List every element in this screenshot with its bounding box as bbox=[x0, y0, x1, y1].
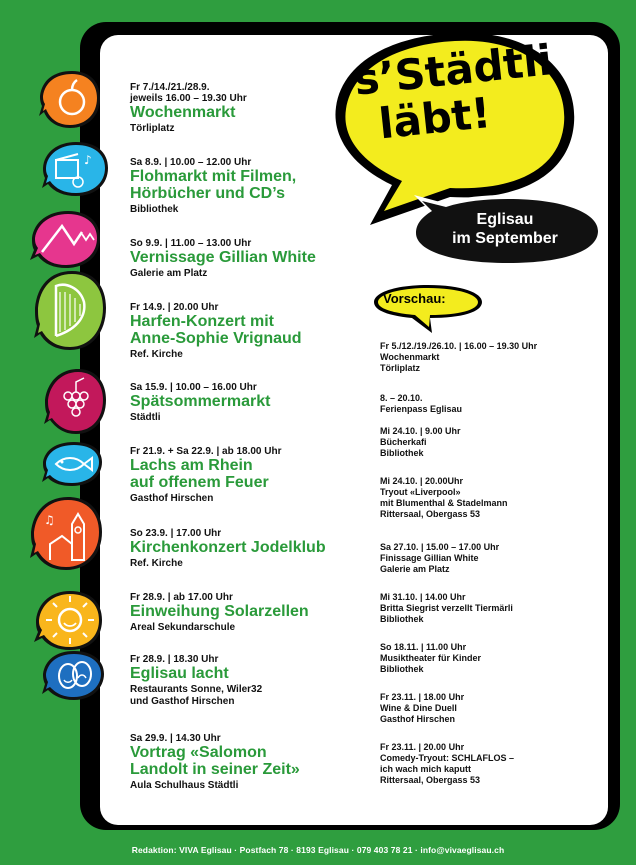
preview-title: Comedy-Tryout: SCHLAFLOS – bbox=[380, 753, 515, 763]
preview-item bbox=[380, 742, 570, 786]
preview-date: Mi 24.10. | 9.00 Uhr bbox=[380, 426, 461, 436]
preview-title: Ferienpass Eglisau bbox=[380, 404, 463, 414]
event-place: Gasthof Hirschen bbox=[130, 493, 214, 504]
preview-title: Wine & Dine Duell bbox=[380, 703, 457, 713]
event-spaetsommermarkt bbox=[130, 382, 360, 424]
event-date: Fr 28.9. | ab 17.00 Uhr bbox=[130, 592, 233, 603]
preview-date: Fr 5./12./19./26.10. | 16.00 – 19.30 Uhr bbox=[380, 341, 538, 351]
preview-date: Sa 27.10. | 15.00 – 17.00 Uhr bbox=[380, 542, 500, 552]
event-flohmarkt bbox=[130, 157, 360, 216]
preview-title: Wochenmarkt bbox=[380, 352, 440, 362]
preview-place: Bibliothek bbox=[380, 614, 424, 624]
event-place-line-2: und Gasthof Hirschen bbox=[130, 696, 235, 707]
preview-place: Bibliothek bbox=[380, 664, 424, 674]
preview-item bbox=[380, 542, 570, 575]
event-title-line-2: Landolt in seiner Zeit» bbox=[130, 761, 300, 778]
preview-title: Bücherkafi bbox=[380, 437, 427, 447]
event-date: Sa 29.9. | 14.30 Uhr bbox=[130, 733, 221, 744]
preview-item bbox=[380, 426, 570, 459]
event-place: Bibliothek bbox=[130, 204, 179, 215]
preview-place: Gasthof Hirschen bbox=[380, 714, 456, 724]
event-date: Fr 21.9. + Sa 22.9. | ab 18.00 Uhr bbox=[130, 446, 282, 457]
event-date: Sa 8.9. | 10.00 – 12.00 Uhr bbox=[130, 157, 252, 168]
event-harfen-konzert bbox=[130, 302, 360, 361]
preview-date: So 18.11. | 11.00 Uhr bbox=[380, 642, 467, 652]
event-title-line-2: auf offenem Feuer bbox=[130, 474, 269, 491]
event-title: Harfen-Konzert mit bbox=[130, 313, 275, 330]
church-music-icon bbox=[28, 494, 104, 574]
preview-date: Fr 23.11. | 20.00 Uhr bbox=[380, 742, 465, 752]
event-title: Flohmarkt mit Filmen, bbox=[130, 168, 297, 185]
subheadline bbox=[420, 210, 590, 248]
event-title: Eglisau lacht bbox=[130, 665, 229, 682]
event-kirchenkonzert bbox=[130, 528, 360, 570]
mountain-signature-icon bbox=[28, 208, 102, 272]
event-title: Vernissage Gillian White bbox=[130, 249, 316, 266]
event-place: Ref. Kirche bbox=[130, 558, 183, 569]
fish-icon bbox=[40, 440, 104, 492]
preview-place: Törliplatz bbox=[380, 363, 420, 373]
film-music-icon bbox=[40, 140, 110, 200]
preview-place: Bibliothek bbox=[380, 448, 424, 458]
theatre-masks-icon bbox=[40, 648, 106, 704]
event-place: Areal Sekundarschule bbox=[130, 622, 236, 633]
preview-date: 8. – 20.10. bbox=[380, 393, 423, 403]
headline-line-2: läbt! bbox=[376, 87, 494, 149]
event-vernissage bbox=[130, 238, 360, 280]
preview-date: Fr 23.11. | 18.00 Uhr bbox=[380, 692, 465, 702]
event-place: Restaurants Sonne, Wiler32 bbox=[130, 684, 263, 695]
preview-item bbox=[380, 642, 570, 675]
apple-icon bbox=[38, 68, 102, 132]
event-date: Fr 14.9. | 20.00 Uhr bbox=[130, 302, 219, 313]
event-title: Einweihung Solarzellen bbox=[130, 603, 309, 620]
event-title: Kirchenkonzert Jodelklub bbox=[130, 539, 326, 556]
event-title: Wochenmarkt bbox=[130, 104, 236, 121]
svg-text:♪: ♪ bbox=[84, 153, 92, 167]
event-eglisau-lacht bbox=[130, 654, 360, 708]
preview-title: Tryout «Liverpool» bbox=[380, 487, 461, 497]
event-lachs-am-rhein bbox=[130, 446, 360, 505]
preview-item bbox=[380, 692, 570, 725]
preview-title: Britta Siegrist verzellt Tiermärli bbox=[380, 603, 513, 613]
harp-icon bbox=[32, 268, 108, 354]
preview-subtitle: ich wach mich kaputt bbox=[380, 764, 472, 774]
event-place: Städtli bbox=[130, 412, 161, 423]
svg-text:♫: ♫ bbox=[44, 513, 55, 527]
preview-place: Galerie am Platz bbox=[380, 564, 450, 574]
event-place: Galerie am Platz bbox=[130, 268, 208, 279]
preview-item bbox=[380, 476, 570, 520]
event-place: Aula Schulhaus Städtli bbox=[130, 780, 239, 791]
preview-subtitle: mit Blumenthal & Stadelmann bbox=[380, 498, 508, 508]
event-place: Törliplatz bbox=[130, 123, 175, 134]
preview-title: Finissage Gillian White bbox=[380, 553, 479, 563]
event-title: Lachs am Rhein bbox=[130, 457, 253, 474]
event-date: Fr 28.9. | 18.30 Uhr bbox=[130, 654, 219, 665]
sun-icon bbox=[32, 588, 104, 654]
preview-place: Rittersaal, Obergass 53 bbox=[380, 775, 481, 785]
event-vortrag-salomon-landolt bbox=[130, 733, 360, 792]
event-date: So 23.9. | 17.00 Uhr bbox=[130, 528, 222, 539]
preview-title: Musiktheater für Kinder bbox=[380, 653, 482, 663]
event-date: So 9.9. | 11.00 – 13.00 Uhr bbox=[130, 238, 252, 249]
event-time: jeweils 16.00 – 19.30 Uhr bbox=[130, 93, 247, 104]
preview-date: Mi 31.10. | 14.00 Uhr bbox=[380, 592, 466, 602]
preview-item bbox=[380, 592, 570, 625]
event-date: Fr 7./14./21./28.9. bbox=[130, 82, 210, 93]
event-title-line-2: Anne-Sophie Vrignaud bbox=[130, 330, 302, 347]
subheadline-line-1: Eglisau bbox=[476, 211, 534, 228]
event-einweihung-solarzellen bbox=[130, 592, 360, 634]
preview-place: Rittersaal, Obergass 53 bbox=[380, 509, 481, 519]
event-title: Spätsommermarkt bbox=[130, 393, 271, 410]
event-title-line-2: Hörbücher und CD’s bbox=[130, 185, 285, 202]
preview-date: Mi 24.10. | 20.00Uhr bbox=[380, 476, 464, 486]
event-date: Sa 15.9. | 10.00 – 16.00 Uhr bbox=[130, 382, 257, 393]
grapes-icon bbox=[42, 366, 108, 438]
subheadline-line-2: im September bbox=[452, 230, 558, 247]
event-wochenmarkt bbox=[130, 82, 360, 135]
event-title: Vortrag «Salomon bbox=[130, 744, 267, 761]
footer-contact: Redaktion: VIVA Eglisau · Postfach 78 · 8193 Eglisau · 079 403 78 21 · info@vivaeglisau.ch bbox=[131, 845, 505, 855]
preview-item bbox=[380, 393, 570, 415]
preview-item bbox=[380, 341, 570, 374]
headline-line-1: s’Städtli bbox=[351, 35, 555, 105]
event-place: Ref. Kirche bbox=[130, 349, 183, 360]
preview-label: Vorschau: bbox=[383, 291, 446, 306]
